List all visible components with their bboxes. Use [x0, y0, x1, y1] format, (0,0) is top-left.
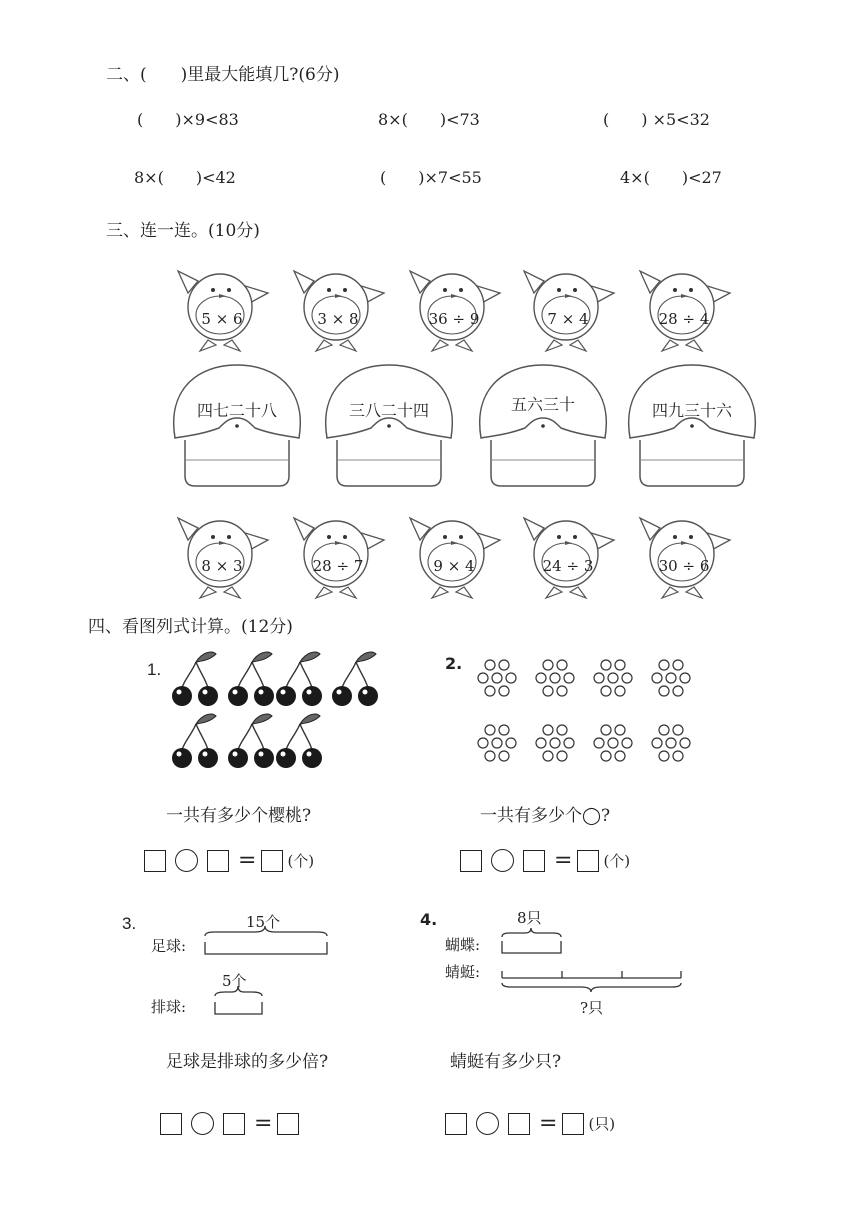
answer-box[interactable] — [207, 850, 229, 872]
bottom-penguin-expr-1: 8 × 3 — [201, 557, 243, 575]
problem-4-answer-row — [445, 1112, 615, 1135]
section-2-title: 二、( )里最大能填几?(6分) — [106, 65, 340, 85]
cherry-3 — [276, 652, 322, 706]
answer-box[interactable] — [523, 850, 545, 872]
blank-expression-4: 8×( )<42 — [134, 168, 236, 187]
mushroom-1 — [174, 365, 301, 486]
operator-circle[interactable] — [175, 849, 198, 872]
top-penguin-expr-4: 7 × 4 — [547, 310, 589, 328]
problem-4-number: 4. — [420, 910, 438, 929]
butterfly-bar — [502, 941, 561, 953]
operator-circle[interactable] — [491, 849, 514, 872]
circle-group-3 — [594, 660, 632, 696]
dragonfly-value: ?只 — [580, 999, 604, 1017]
section-3-title: 三、连一连。(10分) — [106, 221, 260, 241]
bottom-penguin-expr-4: 24 ÷ 3 — [542, 557, 594, 575]
problem-1-number: 1. — [147, 660, 162, 679]
circle-group-2 — [536, 660, 574, 696]
equals-sign: = — [254, 1110, 273, 1136]
butterfly-label: 蝴蝶: — [445, 936, 481, 954]
circle-group-1 — [478, 660, 516, 696]
problem-1-answer-row — [144, 849, 314, 872]
butterfly-brace — [502, 928, 561, 937]
cherry-5 — [172, 714, 218, 768]
answer-box[interactable] — [445, 1113, 467, 1135]
bottom-penguin-expr-3: 9 × 4 — [433, 557, 475, 575]
answer-box[interactable] — [261, 850, 283, 872]
dragonfly-brace — [502, 983, 681, 992]
cherry-6 — [228, 714, 274, 768]
circle-group-5 — [478, 725, 516, 761]
top-penguin-expr-2: 3 × 8 — [317, 310, 359, 328]
equals-sign: = — [554, 847, 573, 873]
circles-picture — [468, 652, 708, 780]
unit-label: (只) — [588, 1115, 616, 1133]
answer-box[interactable] — [160, 1113, 182, 1135]
section-4-title: 四、看图列式计算。(12分) — [88, 617, 293, 637]
top-penguin-expr-5: 28 ÷ 4 — [658, 310, 710, 328]
problem-2-question: 一共有多少个◯? — [480, 806, 611, 826]
blank-expression-1: ( )×9<83 — [137, 110, 239, 129]
mushroom-text-3: 五六三十 — [510, 395, 576, 414]
problem-1-question: 一共有多少个樱桃? — [166, 806, 312, 826]
blank-expression-5: ( )×7<55 — [380, 168, 482, 187]
unit-label: (个) — [287, 852, 315, 870]
cherry-7 — [276, 714, 322, 768]
cherry-1 — [172, 652, 218, 706]
bottom-penguin-expr-5: 30 ÷ 6 — [658, 557, 710, 575]
mushroom-text-2: 三八二十四 — [348, 401, 430, 420]
mushroom-text-1: 四七二十八 — [196, 401, 278, 420]
football-volleyball-bars — [190, 920, 340, 1020]
volleyball-value: 5个 — [222, 972, 247, 990]
football-brace — [205, 926, 327, 936]
volleyball-brace — [215, 986, 262, 996]
equals-sign: = — [238, 847, 257, 873]
football-value: 15个 — [246, 913, 281, 931]
dragonfly-label: 蜻蜓: — [445, 963, 481, 981]
problem-4-question: 蜻蜓有多少只? — [450, 1052, 562, 1072]
answer-box[interactable] — [562, 1113, 584, 1135]
unit-label: (个) — [603, 852, 631, 870]
circle-group-6 — [536, 725, 574, 761]
mushroom-4 — [629, 365, 756, 486]
football-bar — [205, 942, 327, 954]
problem-2-number: 2. — [445, 654, 463, 673]
butterfly-value: 8只 — [517, 909, 542, 927]
answer-box[interactable] — [277, 1113, 299, 1135]
cherry-2 — [228, 652, 274, 706]
answer-box[interactable] — [144, 850, 166, 872]
volleyball-bar — [215, 1002, 262, 1014]
problem-3-number: 3. — [122, 914, 137, 933]
operator-circle[interactable] — [476, 1112, 499, 1135]
answer-box[interactable] — [577, 850, 599, 872]
cherries-picture — [160, 650, 380, 780]
volleyball-label: 排球: — [151, 998, 187, 1016]
blank-expression-2: 8×( )<73 — [378, 110, 480, 129]
answer-box[interactable] — [508, 1113, 530, 1135]
top-penguin-expr-1: 5 × 6 — [201, 310, 243, 328]
problem-2-answer-row — [460, 849, 630, 872]
football-label: 足球: — [151, 937, 187, 955]
circle-group-8 — [652, 725, 690, 761]
answer-box[interactable] — [460, 850, 482, 872]
butterfly-dragonfly-bars — [495, 925, 695, 1005]
bottom-penguin-expr-2: 28 ÷ 7 — [312, 557, 364, 575]
circle-group-4 — [652, 660, 690, 696]
blank-expression-3: ( ) ×5<32 — [603, 110, 710, 129]
answer-box[interactable] — [223, 1113, 245, 1135]
operator-circle[interactable] — [191, 1112, 214, 1135]
problem-3-answer-row — [160, 1112, 308, 1135]
cherry-4 — [332, 652, 378, 706]
problem-3-question: 足球是排球的多少倍? — [166, 1052, 329, 1072]
mushroom-3 — [480, 365, 607, 486]
blank-expression-6: 4×( )<27 — [620, 168, 722, 187]
equals-sign: = — [539, 1110, 558, 1136]
top-penguin-expr-3: 36 ÷ 9 — [428, 310, 480, 328]
mushroom-2 — [326, 365, 453, 486]
mushroom-text-4: 四九三十六 — [651, 401, 733, 420]
circle-group-7 — [594, 725, 632, 761]
